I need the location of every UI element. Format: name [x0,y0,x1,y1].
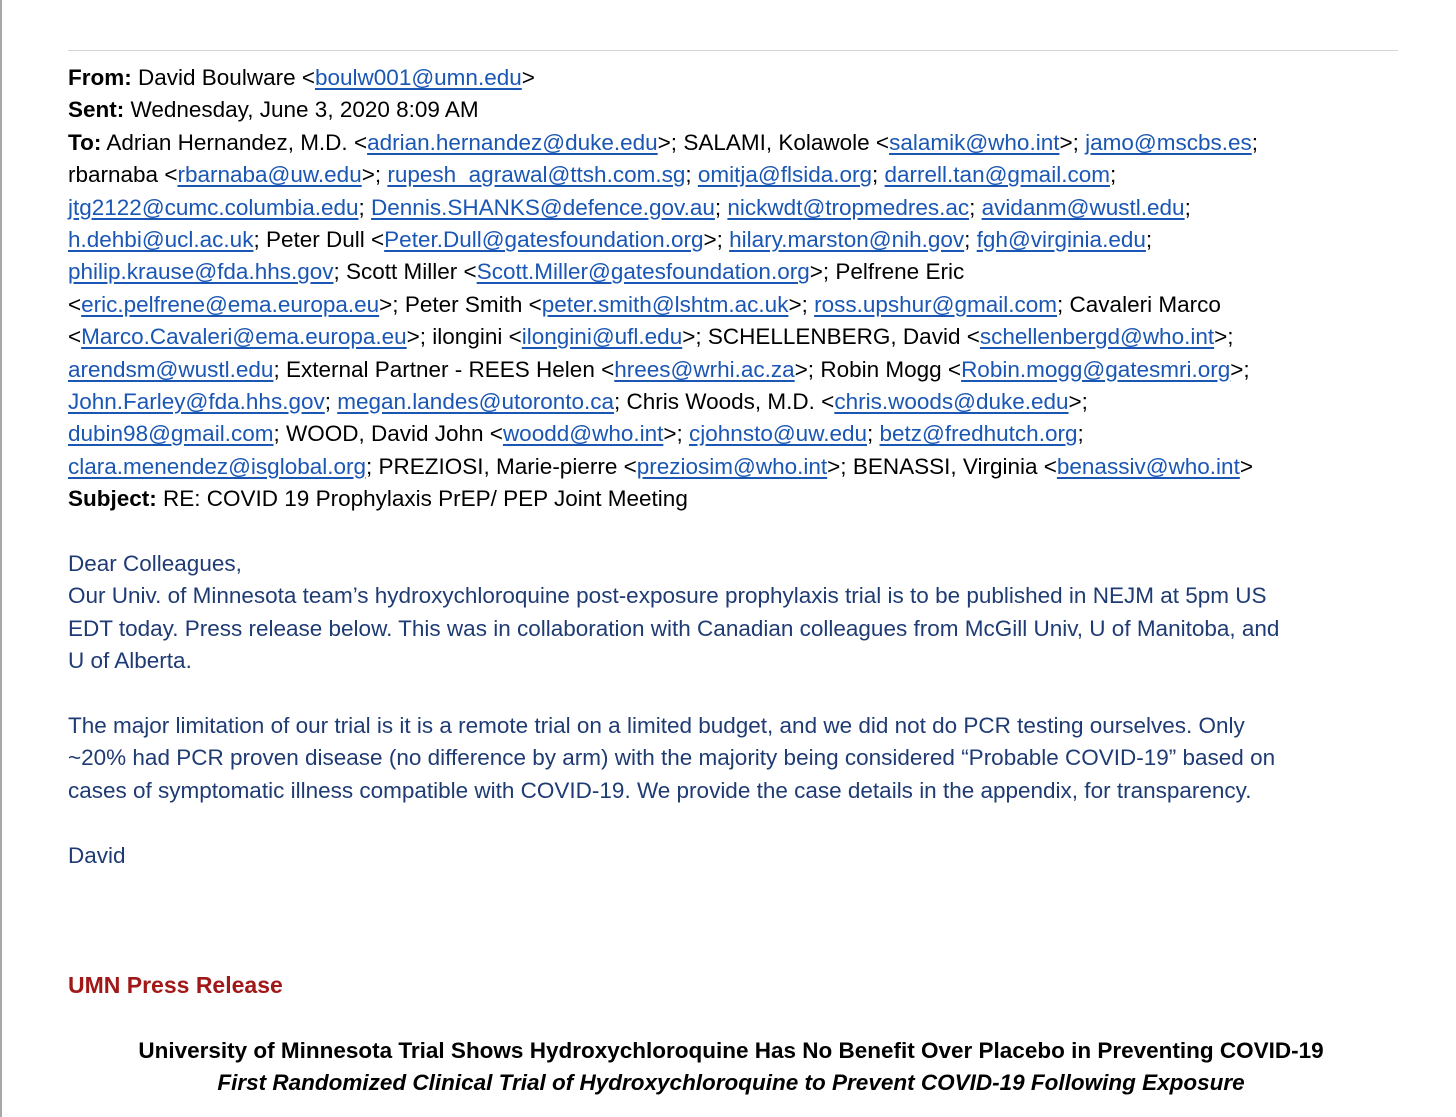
recipient-email-link[interactable]: omitja@flsida.org [697,162,873,188]
paragraph-announcement [68,580,1408,677]
recipient-email-link[interactable]: eric.pelfrene@ema.europa.eu [81,291,380,317]
recipient-email-link[interactable]: rbarnaba@uw.edu [177,162,362,188]
recipient-email-link[interactable]: Scott.Miller@gatesfoundation.org [476,259,810,285]
recipient-email-link[interactable]: megan.landes@utoronto.ca [337,389,615,415]
recipient-name: Cavaleri Marco [1069,291,1221,317]
email-body [68,548,1408,872]
recipient-email-link[interactable]: peter.smith@lshtm.ac.uk [541,291,789,317]
recipient-name: SALAMI, Kolawole [683,129,870,155]
recipient-email-link[interactable]: ilongini@ufl.edu [521,324,683,350]
recipient-name: Peter Smith [404,291,523,317]
recipient-email-link[interactable]: rupesh_agrawal@ttsh.com.sg [387,162,686,188]
recipient-email-link[interactable]: clara.menendez@isglobal.org [68,453,367,479]
recipient-name: rbarnaba [68,162,159,188]
recipient-email-link[interactable]: jamo@mscbs.es [1085,129,1252,155]
paragraph-spacer [68,678,1408,710]
recipient-email-link[interactable]: ross.upshur@gmail.com [814,291,1058,317]
subject-text: RE: COVID 19 Prophylaxis PrEP/ PEP Joint Meeting [163,486,688,512]
press-release-subtitle: First Randomized Clinical Trial of Hydroxychloroquine to Prevent COVID-19 Following Exposure [217,1070,1245,1095]
recipient-name: Pelfrene Eric [835,259,965,285]
recipients-line: John.Farley@fda.hhs.gov; megan.landes@utoronto.ca; Chris Woods, M.D. <chris.woods@duke.edu>; [68,389,1088,415]
press-release-title: University of Minnesota Trial Shows Hydroxychloroquine Has No Benefit Over Placebo in Preventing COVID-19 [138,1038,1324,1063]
paragraph-line: The major limitation of our trial is it is a remote trial on a limited budget, and we did not do PCR testing ourselves. Only [68,713,1245,739]
recipients-line: dubin98@gmail.com; WOOD, David John <woodd@who.int>; cjohnsto@uw.edu; betz@fredhutch.org; [68,421,1084,447]
recipient-name: Adrian Hernandez, M.D. [106,129,348,155]
recipients-line: <Marco.Cavaleri@ema.europa.eu>; ilongini <ilongini@ufl.edu>; SCHELLENBERG, David <schellenbergd@who.int>; [68,324,1234,350]
recipient-name: Scott Miller [346,259,458,285]
recipient-email-link[interactable]: arendsm@wustl.edu [68,356,274,382]
recipient-email-link[interactable]: Marco.Cavaleri@ema.europa.eu [81,324,407,350]
recipient-email-link[interactable]: dubin98@gmail.com [68,421,274,447]
recipients-block [68,127,1408,483]
signature: David [68,842,126,868]
recipients-line: clara.menendez@isglobal.org; PREZIOSI, Marie-pierre <preziosim@who.int>; BENASSI, Virginia <benassiv@who.int> [68,453,1253,479]
recipients-line: <eric.pelfrene@ema.europa.eu>; Peter Smith <peter.smith@lshtm.ac.uk>; ross.upshur@gmail.com; Cavaleri Marco [68,291,1221,317]
recipient-email-link[interactable]: nickwdt@tropmedres.ac [727,194,970,220]
paragraph-line: EDT today. Press release below. This was in collaboration with Canadian colleagues from McGill Univ, U of Manitoba, and [68,615,1280,641]
greeting: Dear Colleagues, [68,551,242,576]
recipient-email-link[interactable]: woodd@who.int [502,421,664,447]
subject-line [68,483,1408,515]
recipient-name: SCHELLENBERG, David [707,324,961,350]
recipient-email-link[interactable]: schellenbergd@who.int [979,324,1215,350]
recipients-line: jtg2122@cumc.columbia.edu; Dennis.SHANKS@defence.gov.au; nickwdt@tropmedres.ac; avidanm@wustl.edu; [68,194,1191,220]
recipient-name: Robin Mogg [820,356,942,382]
recipient-email-link[interactable]: darrell.tan@gmail.com [884,162,1110,188]
recipients-line: h.dehbi@ucl.ac.uk; Peter Dull <Peter.Dull@gatesfoundation.org>; hilary.marston@nih.gov; fgh@virginia.edu; [68,227,1153,253]
recipient-email-link[interactable]: Dennis.SHANKS@defence.gov.au [371,194,715,220]
paragraph-line: cases of symptomatic illness compatible with COVID-19. We provide the case details in the appendix, for transparency. [68,777,1252,803]
subject-label: Subject: [68,486,157,512]
recipient-name: BENASSI, Virginia [852,453,1038,479]
sent-line [68,94,1408,126]
recipients-line: rbarnaba <rbarnaba@uw.edu>; rupesh_agrawal@ttsh.com.sg; omitja@flsida.org; darrell.tan@gmail.com; [68,162,1117,188]
recipient-name: External Partner - REES Helen [285,356,595,382]
recipient-name: WOOD, David John [285,421,484,447]
recipient-email-link[interactable]: jtg2122@cumc.columbia.edu [68,194,359,220]
recipient-email-link[interactable]: Robin.mogg@gatesmri.org [961,356,1231,382]
paragraph-limitation [68,710,1408,807]
to-label: To: [68,129,102,155]
from-line: From: David Boulware <boulw001@umn.edu> [68,65,535,90]
recipient-email-link[interactable]: adrian.hernandez@duke.edu [367,129,658,155]
sent-label: Sent: [68,97,125,123]
recipient-name: PREZIOSI, Marie-pierre [378,453,618,479]
paragraph-line: U of Alberta. [68,648,192,674]
sender-email-link[interactable]: boulw001@umn.edu [315,65,522,90]
paragraph-line: Our Univ. of Minnesota team’s hydroxychloroquine post-exposure prophylaxis trial is to be published in NEJM at 5pm US [68,583,1267,609]
email-header [68,62,1408,516]
recipients-line: arendsm@wustl.edu; External Partner - REES Helen <hrees@wrhi.ac.za>; Robin Mogg <Robin.mogg@gatesmri.org>; [68,356,1250,382]
press-release-label: UMN Press Release [68,972,283,998]
recipient-email-link[interactable]: hilary.marston@nih.gov [729,227,965,253]
recipient-email-link[interactable]: betz@fredhutch.org [879,421,1078,447]
recipient-email-link[interactable]: h.dehbi@ucl.ac.uk [68,227,254,253]
recipient-name: Chris Woods, M.D. [626,389,815,415]
left-border [0,0,2,1117]
recipients-line: philip.krause@fda.hhs.gov; Scott Miller <Scott.Miller@gatesfoundation.org>; Pelfrene Eric [68,259,965,285]
recipient-email-link[interactable]: salamik@who.int [889,129,1060,155]
recipient-email-link[interactable]: cjohnsto@uw.edu [689,421,867,447]
sender-name: David Boulware [138,65,296,90]
recipient-email-link[interactable]: benassiv@who.int [1056,453,1240,479]
recipient-email-link[interactable]: hrees@wrhi.ac.za [614,356,795,382]
recipient-name: Peter Dull [265,227,365,253]
recipient-email-link[interactable]: avidanm@wustl.edu [981,194,1185,220]
from-label: From: [68,65,132,90]
recipient-email-link[interactable]: chris.woods@duke.edu [834,389,1069,415]
recipient-name: ilongini [432,324,503,350]
sent-date: Wednesday, June 3, 2020 8:09 AM [130,97,479,123]
recipient-email-link[interactable]: Peter.Dull@gatesfoundation.org [384,227,704,253]
recipients-line: To: Adrian Hernandez, M.D. <adrian.hernandez@duke.edu>; SALAMI, Kolawole <salamik@who.int>; jamo@mscbs.es; [68,129,1259,155]
recipient-email-link[interactable]: philip.krause@fda.hhs.gov [68,259,334,285]
paragraph-line: ~20% had PCR proven disease (no difference by arm) with the majority being considered “Probable COVID-19” based on [68,745,1276,771]
recipient-email-link[interactable]: preziosim@who.int [636,453,828,479]
paragraph-spacer [68,807,1408,839]
recipient-email-link[interactable]: John.Farley@fda.hhs.gov [68,389,325,415]
recipient-email-link[interactable]: fgh@virginia.edu [976,227,1146,253]
header-divider [68,50,1398,51]
